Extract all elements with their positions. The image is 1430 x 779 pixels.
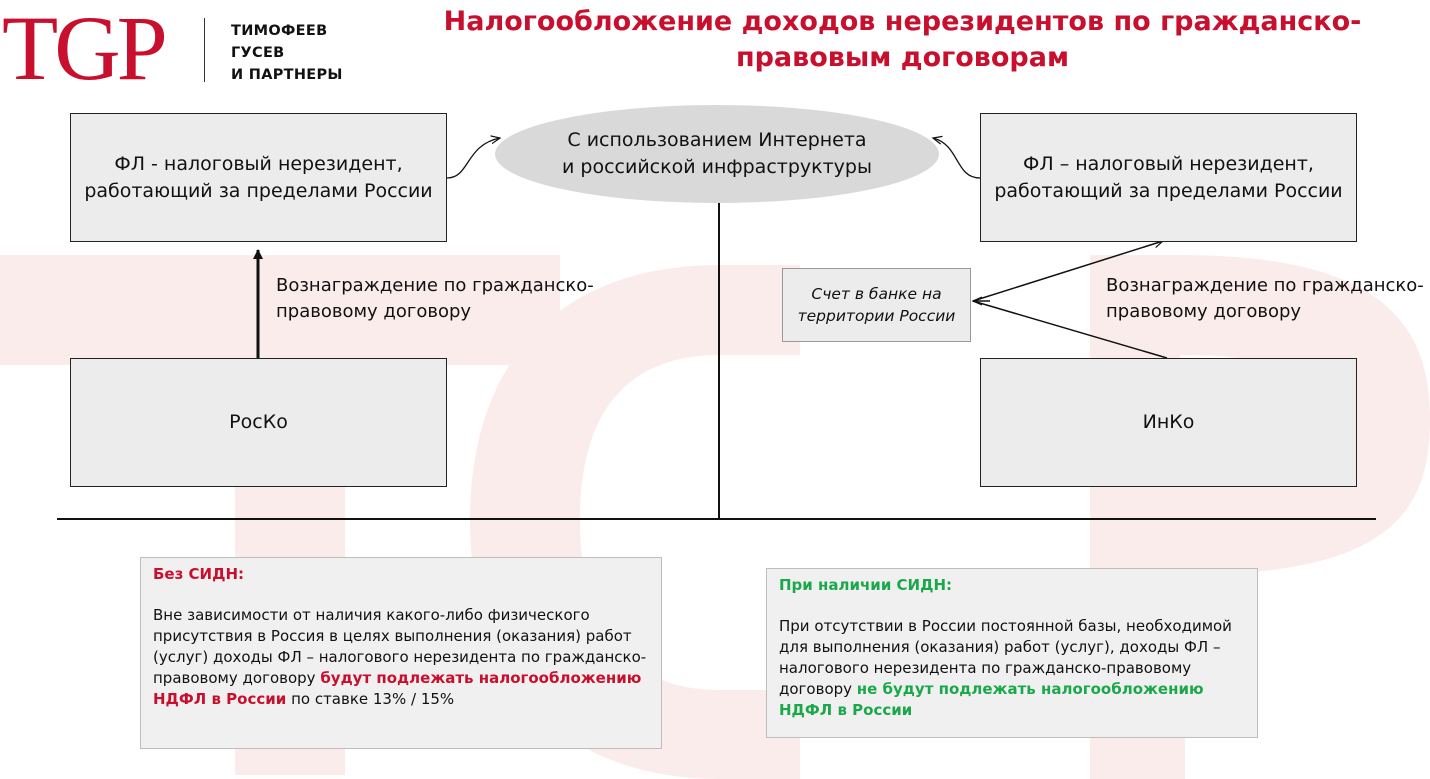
rosko-box — [70, 358, 447, 487]
right-payment-line-1: Вознаграждение по гражданско- — [1106, 275, 1424, 296]
ellipse-line-2: и российской инфраструктуры — [562, 156, 872, 178]
left-payment-line-2: правовому договору — [276, 301, 472, 322]
bank-line-2: территории России — [797, 307, 956, 325]
left-payment-label — [276, 273, 594, 325]
with-treaty-highlight: не будут подлежать налогообложению НДФЛ в России — [779, 680, 1204, 719]
right-curve-arrow — [933, 138, 980, 178]
right-person-line-2: работающий за пределами России — [994, 179, 1343, 202]
no-treaty-highlight: будут подлежать налогообложению НДФЛ в России — [153, 669, 642, 708]
slide-title — [390, 4, 1415, 76]
inko-label: ИнКо — [1142, 411, 1195, 433]
with-treaty-note — [766, 568, 1258, 738]
bank-account-box — [782, 268, 971, 342]
no-treaty-text: Вне зависимости от наличия какого-либо физического присутствия в Россия в целях выполнения (оказания) работ (услуг) доходы ФЛ – налогового нерезидента по гражданско-правовому договору — [153, 606, 647, 687]
logo-divider — [204, 18, 205, 82]
inko-box — [980, 358, 1357, 487]
right-payment-label — [1106, 273, 1424, 325]
ellipse-line-1: С использованием Интернета — [567, 129, 867, 151]
rosko-label: РосКо — [229, 411, 288, 433]
with-treaty-heading: При наличии СИДН: — [779, 576, 953, 594]
left-curve-arrow — [447, 138, 500, 178]
no-treaty-body — [153, 605, 649, 710]
logo-firm-name — [231, 20, 343, 86]
slide-title-line-1: Налогообложение доходов нерезидентов по гражданско- — [443, 6, 1362, 37]
right-payment-line-2: правовому договору — [1106, 301, 1302, 322]
with-treaty-text: При отсутствии в России постоянной базы, необходимой для выполнения (оказания) работ (услуг), доходы ФЛ – налогового нерезидента по гражданско-правовому договору — [779, 617, 1232, 698]
left-person-line-2: работающий за пределами России — [84, 179, 433, 202]
left-payment-line-1: Вознаграждение по гражданско- — [276, 275, 594, 296]
with-treaty-body — [779, 616, 1245, 721]
right-person-line-1: ФЛ – налоговый нерезидент, — [1023, 152, 1314, 175]
no-treaty-heading: Без СИДН: — [153, 565, 245, 583]
right-person-box — [980, 113, 1357, 242]
logo-line-2: ГУСЕВ — [231, 45, 285, 61]
left-person-box — [70, 113, 447, 242]
internet-infrastructure-ellipse — [495, 105, 939, 203]
slide-title-line-2: правовым договорам — [735, 42, 1070, 73]
logo-line-1: ТИМОФЕЕВ — [231, 23, 328, 39]
no-treaty-rate: по ставке 13% / 15% — [286, 690, 455, 708]
logo-line-3: И ПАРТНЕРЫ — [231, 67, 343, 83]
tgp-logo: TGP — [2, 0, 164, 99]
no-treaty-note — [140, 557, 662, 749]
left-person-line-1: ФЛ - налоговый нерезидент, — [114, 152, 403, 175]
bank-line-1: Счет в банке на — [811, 285, 942, 303]
